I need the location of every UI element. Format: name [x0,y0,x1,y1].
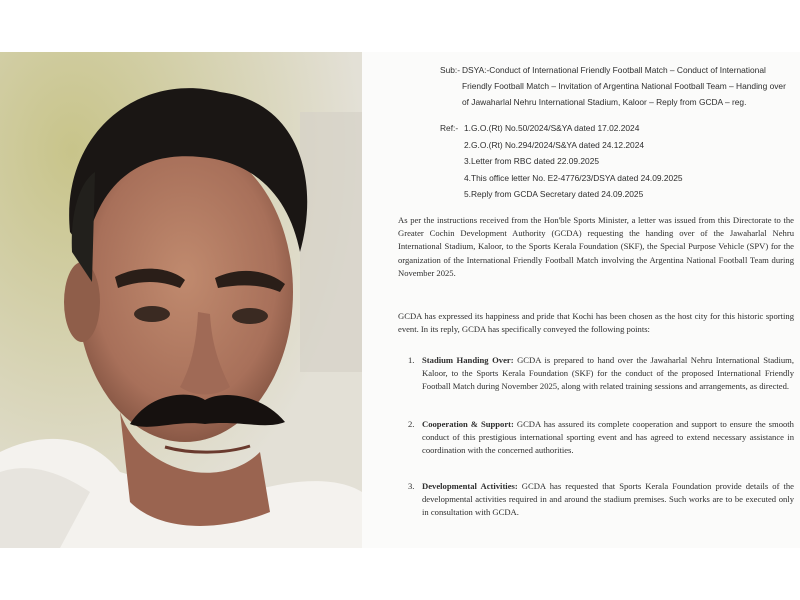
point-text: GCDA has assured its complete cooperation and support to ensure the smooth conduct of this prestigious international sporting event and has agreed to extend necessary assistance in coordination with the concerned authorities. [422,419,794,456]
list-item [398,418,794,458]
paragraph-2: GCDA has expressed its happiness and pride that Kochi has been chosen as the host city for this historic sporting event. In its reply, GCDA has specifically conveyed the following points: [398,311,794,335]
list-number: 1. [408,355,415,365]
subject-label: Sub:- [440,65,461,75]
point-text: GCDA has requested that Sports Kerala Foundation provide details of the developmental activities required in and around the stadium premises. Such works are to be executed only in consultation with GCDA. [422,481,794,518]
reference-item: 3.Letter from RBC dated 22.09.2025 [464,156,600,166]
reference-item: 2.G.O.(Rt) No.294/2024/S&YA dated 24.12.2024 [464,139,645,150]
list-number: 2. [408,419,415,429]
list-item [398,354,794,394]
point-heading: Developmental Activities: [422,481,518,491]
person-photo [0,52,362,548]
paragraph-1: As per the instructions received from the Hon'ble Sports Minister, a letter was issued from this Directorate to the Greater Cochin Development Authority (GCDA) requesting the handing over of the Jawaharlal Nehru International Stadium, Kaloor, to the Sports Kerala Foundation (SKF), the Special Purpose Vehicle (SPV) for the organization of the International Friendly Football Match involving the Argentina National Football Team during November 2025. [398,215,794,278]
ref-label: Ref:- [440,123,459,133]
document-page [362,52,800,548]
reference-item: 4.This office letter No. E2-4776/23/DSYA dated 24.09.2025 [464,172,683,183]
subject-text: DSYA:-Conduct of International Friendly Football Match – Conduct of International Friendly Football Match – Invitation of Argentina National Football Team – Handing over of Jawaharlal Nehru International Stadium, Kaloor – Reply from GCDA – reg. [462,65,786,107]
list-item [398,480,794,520]
point-heading: Cooperation & Support: [422,419,514,429]
point-heading: Stadium Handing Over: [422,355,514,365]
list-number: 3. [408,481,415,491]
portrait-illustration [0,52,362,548]
point-text: GCDA is prepared to hand over the Jawaharlal Nehru International Stadium, Kaloor, to the Sports Kerala Foundation (SKF) for the conduct of the proposed International Friendly Football Match during November 2025, along with related training sessions and arrangements, as directed. [422,355,794,392]
reference-item: 5.Reply from GCDA Secretary dated 24.09.2025 [464,189,644,199]
reference-item: 1.G.O.(Rt) No.50/2024/S&YA dated 17.02.2024 [464,123,640,133]
subject-line [440,62,790,110]
references [440,120,790,203]
